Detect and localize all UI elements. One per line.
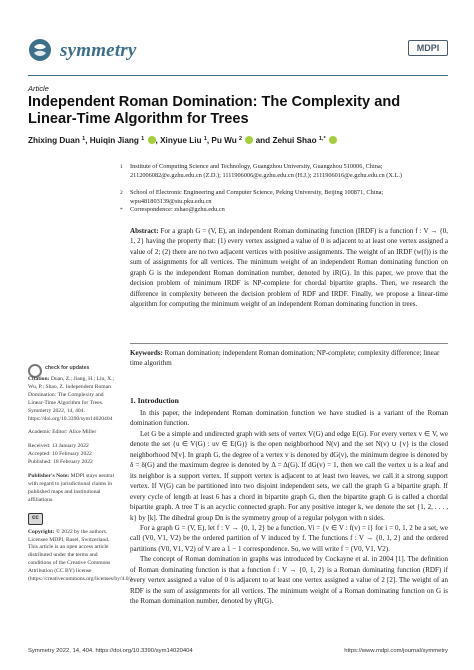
- orcid-icon[interactable]: [245, 136, 253, 144]
- affiliation-text: Institute of Computing Science and Technology, Guangzhou University, Guangzhou 510006, China; 2112006082@e.gzhu.edu.cn (Z.D.); 1111906006@e.gzhu.edu.cn (H.J.); 2111906016@e.gzhu.edu.cn (X.L.): [130, 163, 403, 179]
- author-list: Zhixing Duan $^1$, Huiqin Jiang $^1$ , Xinyue Liu $^1$, Pu Wu $^2$ and Zehui Shao $^{1,*}$: [28, 134, 448, 146]
- citation-label: Citation:: [28, 376, 50, 382]
- received-date: Received: 13 January 2022: [28, 443, 89, 450]
- correspondence-text[interactable]: Correspondence: zshao@gzhu.edu.cn: [130, 206, 225, 213]
- accepted-date: Accepted: 10 February 2022: [28, 451, 92, 458]
- paragraph: Let G be a simple and undirected graph with sets of vertex V(G) and edge E(G). For every vertex v ∈ V, we denote the set {u ∈ V(G) : uv ∈ E(G)} is the open neighborhood N(v) and the set N(v) ∪ {v} is the closed neighborhood N[v]. In graph G, the degree of a vertex v is denoted by dG(v), the minimum degree is denoted by δ = δ(G) and the maximum degree is denoted by Δ = Δ(G). If dG(v) = 1, then we call the vertex u is a leaf and its neighbor is a support vertex. If support vertex is adjacent to at least two leaves, we call it a strong support vertex. If V(G) can be partitioned into two disjoint independent sets, we call the graph G a bipartite graph. If every cycle of length at least 6 has a chord in bipartite graph G, then the bipartite graph G is called a chordal bipartite graph. A tree T is an acyclic connected graph. For any positive integer k, we denote the set {1, 2, . . . , k} by [k]. The dihedral group Dn is the symmetry group of a regular polygon with n sides.: [130, 429, 448, 522]
- author-name[interactable]: Zhixing Duan: [28, 136, 80, 145]
- keywords: [130, 348, 448, 369]
- orcid-icon[interactable]: [329, 136, 337, 144]
- affiliation-1: [120, 163, 448, 180]
- check-updates-label: check for updates: [45, 365, 90, 371]
- header-rule: [28, 75, 448, 76]
- copyright-text: © 2022 by the authors. Licensee MDPI, Basel, Switzerland. This article is an open access article distributed under the terms and conditions of the Creative Commons Attribution (CC BY) license (https://creativecommons.org/licenses/by/4.0/).: [28, 528, 134, 583]
- publisher-note-text: MDPI stays neutral with regard to jurisdictional claims in published maps and institutional affiliations.: [28, 473, 115, 503]
- paragraph: For a graph G = (V, E), let f : V → {0, 1, 2} be a function, Vi = {v ∈ V : f(v) = i} for i = 0, 1, 2 be a set, we call (V0, V1, V2) be the ordered partition of V induced by f. The functions f : V → {0, 1, 2} and the ordered partitions (V0, V1, V2) of V are a 1 − 1 correspondence. So, we will write f = (V0, V1, V2).: [130, 523, 448, 553]
- dates-block: [28, 443, 120, 467]
- affiliation-2: [120, 189, 448, 206]
- author-affiliation: 1: [203, 136, 207, 142]
- affiliation-text: School of Electronic Engineering and Computer Science, Peking University, Beijing 100871, China; wpu481803139@stu.pku.edu.cn: [130, 189, 384, 205]
- orcid-icon[interactable]: [148, 136, 156, 144]
- published-date: Published: 18 February 2022: [28, 459, 93, 466]
- footer-journal-link[interactable]: https://www.mdpi.com/journal/symmetry: [344, 648, 448, 654]
- abstract-label: Abstract:: [130, 227, 159, 235]
- paragraph: In this paper, the independent Roman domination function we have studied is a variant of the Roman domination function.: [130, 409, 448, 428]
- cc-license-icon[interactable]: cc: [28, 513, 43, 525]
- footer-doi[interactable]: Symmetry 2022, 14, 404. https://doi.org/10.3390/sym14020404: [28, 648, 193, 654]
- publisher-note-label: Publisher's Note:: [28, 473, 70, 480]
- author-affiliation: 2: [239, 136, 243, 142]
- symmetry-logo-icon: [28, 38, 52, 62]
- copyright-label: Copyright:: [28, 528, 55, 535]
- page-footer: [28, 648, 448, 654]
- author-name[interactable]: Huiqin Jiang: [89, 136, 139, 145]
- article-sidebar: [28, 376, 134, 590]
- academic-editor: Academic Editor: Alice Miller: [28, 429, 97, 436]
- correspondence: [120, 206, 448, 215]
- citation-block: [28, 376, 120, 423]
- citation-text[interactable]: Duan, Z.; Jiang, H.; Liu, X.; Wu, P.; Shao, Z. Independent Roman Domination: The Complexity and Linear-Time Algorithm for Trees. Symmetry 2022, 14, 404. https://doi.org/10.3390/sym14020404: [28, 376, 115, 422]
- keywords-divider: [130, 343, 448, 344]
- author-name[interactable]: Zehui Shao: [272, 136, 317, 145]
- journal-name[interactable]: symmetry: [60, 40, 137, 61]
- author-affiliation: 1,*: [318, 136, 326, 142]
- author-name[interactable]: Pu Wu: [211, 136, 237, 145]
- publisher-note: [28, 473, 120, 505]
- section-heading: 1. Introduction: [130, 396, 179, 405]
- introduction-body: [130, 408, 448, 607]
- abstract-text: For a graph G = (V, E), an independent Roman dominating function (IRDF) is a function f : V → {0, 1, 2} having the property that: (1) every vertex assigned a value of 0 is adjacent to at least one vertex assigned a value of 2; (2) there are no two adjacent vertices with positive assignments. The weight of an IRDF (w(f)) is the sum of assignments for all vertices. The minimum weight of an independent Roman dominating function on graph G is the independent Roman domination number, denoted by iR(G). In this paper, we prove that the decision problem of minimum IRDF is NP-complete for chordal bipartite graphs. Then, we research the difference in complexity between the decision problem of RDF and IRDF. Finally, we propose a linear-time algorithm for computing the minimum weight of an independent Roman dominating function in trees.: [130, 227, 449, 309]
- abstract: [130, 226, 448, 310]
- keywords-text: Roman domination; independent Roman domination; NP-complete; complexity difference; linear time algorithm: [130, 349, 440, 368]
- keywords-label: Keywords:: [130, 349, 163, 357]
- article-type: Article: [28, 84, 49, 93]
- affiliation-number: 2: [120, 190, 123, 196]
- journal-header: [28, 38, 448, 68]
- article-title: Independent Roman Domination: The Complexity and Linear-Time Algorithm for Trees: [28, 94, 401, 127]
- author-affiliation: 1: [141, 136, 145, 142]
- paragraph: The concept of Roman domination in graphs was introduced by Cockayne et al. in 2004 [1]. The definition of Roman dominating function is that a function f : V → {0, 1, 2} is a Roman dominating function (RDF) if every vertex assigned a value of 0 is adjacent to at least one vertex assigned a value of 2 [2]. The weight of an RDF is the sum of assignments for all vertices. The minimum weight of a Roman dominating function on G is the Roman domination number, denoted by γR(G).: [130, 555, 448, 606]
- affiliation-number: 1: [120, 164, 123, 170]
- mdpi-logo[interactable]: MDPI: [408, 40, 448, 56]
- author-affiliation: 1: [82, 136, 86, 142]
- copyright-block: [28, 528, 134, 584]
- affiliation-number: *: [120, 207, 123, 213]
- editor-block: [28, 429, 120, 437]
- author-name[interactable]: Xinyue Liu: [160, 136, 202, 145]
